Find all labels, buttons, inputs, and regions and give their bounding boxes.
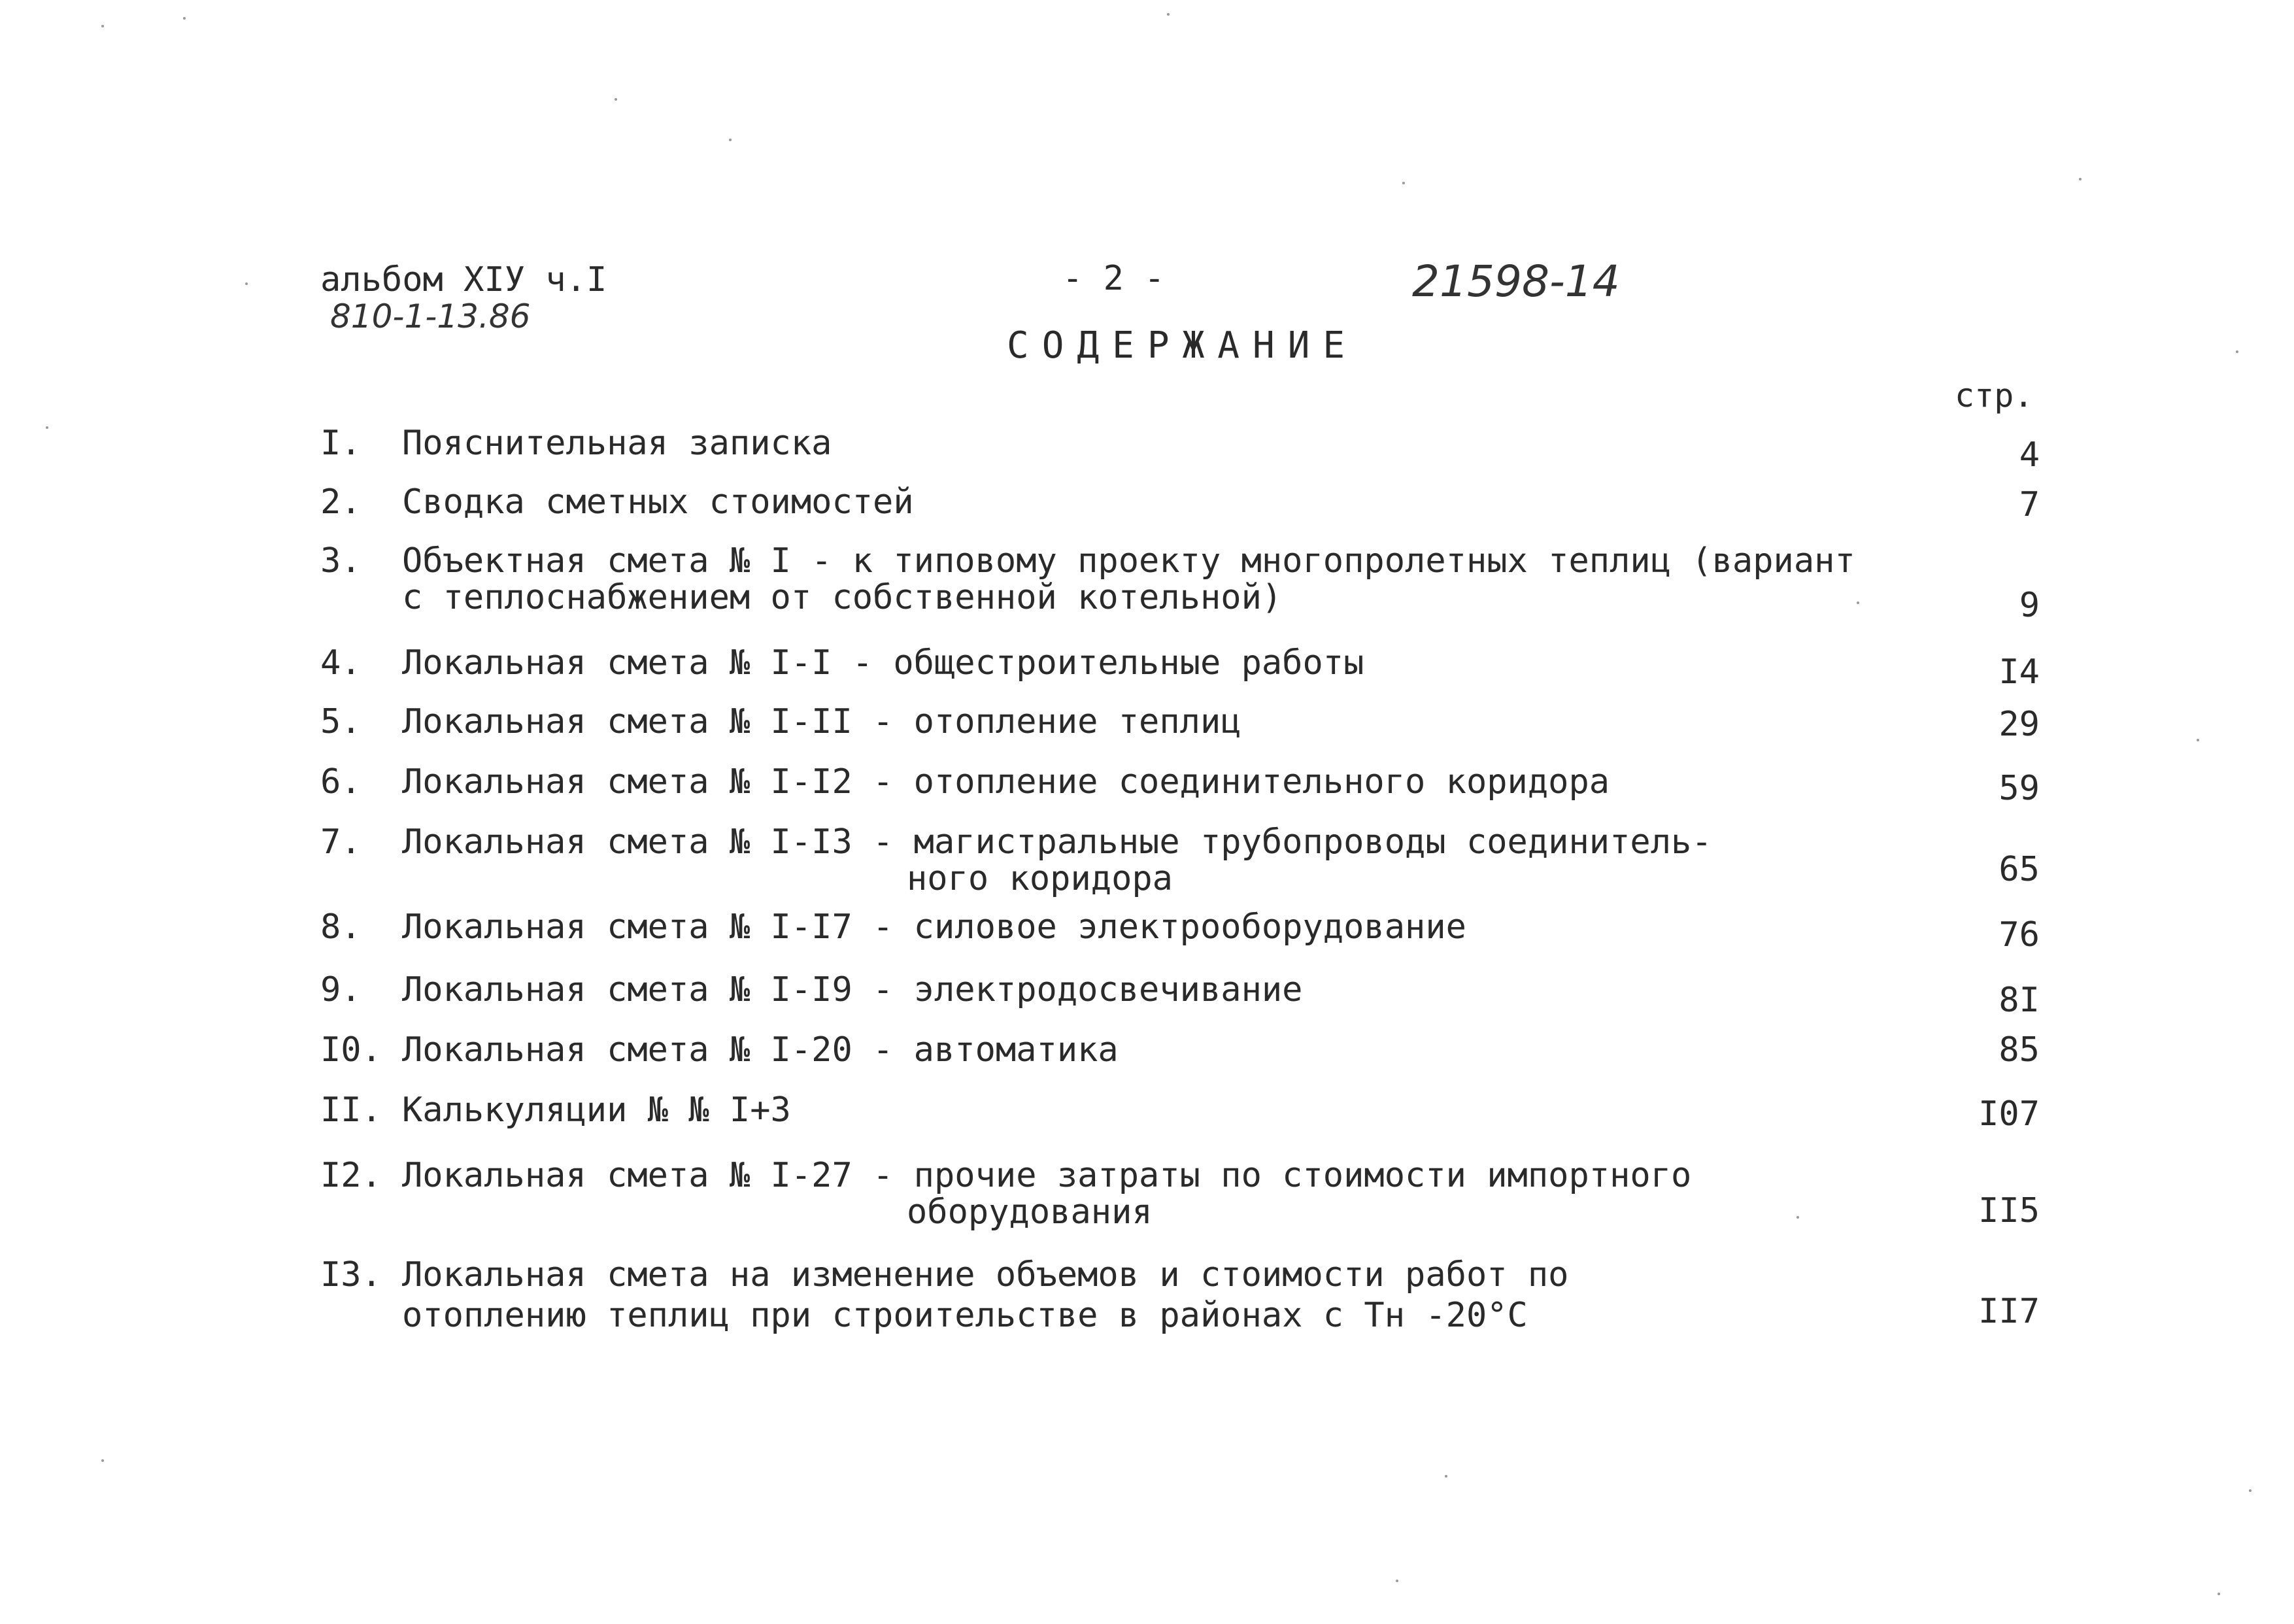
entry-text: Локальная смета № I-I7 - силовое электрооборудование bbox=[402, 907, 1466, 947]
entry-number: 5. bbox=[320, 702, 362, 741]
scan-speck bbox=[615, 98, 617, 101]
entry-page: 8I bbox=[1999, 981, 2040, 1020]
entry-number: 7. bbox=[320, 822, 362, 862]
entry-text: Локальная смета № I-I - общестроительные работы bbox=[402, 643, 1364, 683]
entry-page: I4 bbox=[1999, 652, 2040, 692]
entry-number: 2. bbox=[320, 482, 362, 522]
scan-speck bbox=[729, 139, 732, 141]
scan-speck bbox=[2218, 1593, 2220, 1595]
scan-speck bbox=[46, 426, 48, 429]
entry-number: I. bbox=[320, 424, 362, 463]
entry-page: 4 bbox=[2019, 435, 2040, 475]
entry-text: Объектная смета № I - к типовому проекту многопролетных теплиц (вариант с теплоснабжением от собственной котельной) bbox=[402, 541, 1855, 617]
entry-text: Локальная смета № I-I2 - отопление соединительного коридора bbox=[402, 762, 1610, 802]
entry-text: Локальная смета № I-20 - автоматика bbox=[402, 1030, 1119, 1070]
entry-page: 9 bbox=[2019, 586, 2040, 625]
page-number: - 2 - bbox=[1062, 259, 1165, 298]
handwritten-doc-number: 21598-14 bbox=[1412, 256, 1620, 307]
scan-speck bbox=[2236, 350, 2238, 353]
scan-speck bbox=[101, 25, 104, 27]
scan-speck bbox=[183, 17, 186, 20]
scan-speck bbox=[2079, 178, 2082, 180]
entry-text: Пояснительная записка bbox=[402, 424, 832, 463]
page-column-label: стр. bbox=[1955, 377, 2034, 414]
scan-speck bbox=[1445, 1475, 1447, 1478]
entry-page: 7 bbox=[2019, 485, 2040, 524]
scan-speck bbox=[1402, 182, 1405, 184]
entry-text: Локальная смета № I-I3 - магистральные трубопроводы соединитель- ного коридора bbox=[402, 822, 1712, 898]
entry-text: Локальная смета № I-I9 - электродосвечивание bbox=[402, 970, 1303, 1009]
entry-number: 6. bbox=[320, 762, 362, 802]
entry-number: I0. bbox=[320, 1030, 382, 1070]
scan-speck bbox=[245, 282, 248, 285]
entry-text: Калькуляции № № I+3 bbox=[402, 1091, 791, 1130]
entry-number: 8. bbox=[320, 907, 362, 947]
scan-speck bbox=[1396, 1580, 1398, 1582]
scan-speck bbox=[2249, 1489, 2252, 1492]
entry-text: Локальная смета № I-27 - прочие затраты по стоимости импортного оборудования bbox=[402, 1156, 1692, 1232]
entry-page: 85 bbox=[1999, 1030, 2040, 1070]
entry-number: I2. bbox=[320, 1156, 382, 1195]
entry-page: 59 bbox=[1999, 769, 2040, 808]
entry-number: 4. bbox=[320, 643, 362, 683]
entry-page: II7 bbox=[1978, 1292, 2040, 1331]
scan-speck bbox=[2197, 739, 2199, 741]
scan-speck bbox=[1796, 1216, 1799, 1219]
entry-number: II. bbox=[320, 1091, 382, 1130]
entry-text: Сводка сметных стоимостей bbox=[402, 482, 914, 522]
entry-page: 29 bbox=[1999, 705, 2040, 744]
entry-page: 65 bbox=[1999, 850, 2040, 889]
scan-speck bbox=[1857, 601, 1859, 604]
entry-number: 3. bbox=[320, 541, 362, 581]
entry-text: Локальная смета № I-II - отопление теплиц bbox=[402, 702, 1241, 741]
scan-speck bbox=[101, 1459, 104, 1462]
entry-page: I07 bbox=[1978, 1094, 2040, 1134]
entry-number: 9. bbox=[320, 970, 362, 1009]
entry-page: II5 bbox=[1978, 1191, 2040, 1230]
entry-text: Локальная смета на изменение объемов и стоимости работ по отоплению теплиц при строительстве в районах с Тн -20°С bbox=[402, 1255, 1569, 1335]
toc-title: СОДЕРЖАНИЕ bbox=[1007, 324, 1358, 367]
scan-speck bbox=[1167, 13, 1170, 16]
handwritten-code: 810-1-13.86 bbox=[330, 297, 531, 335]
entry-page: 76 bbox=[1999, 915, 2040, 955]
entry-number: I3. bbox=[320, 1255, 382, 1294]
album-label: альбом ХIУ ч.I bbox=[320, 260, 607, 299]
